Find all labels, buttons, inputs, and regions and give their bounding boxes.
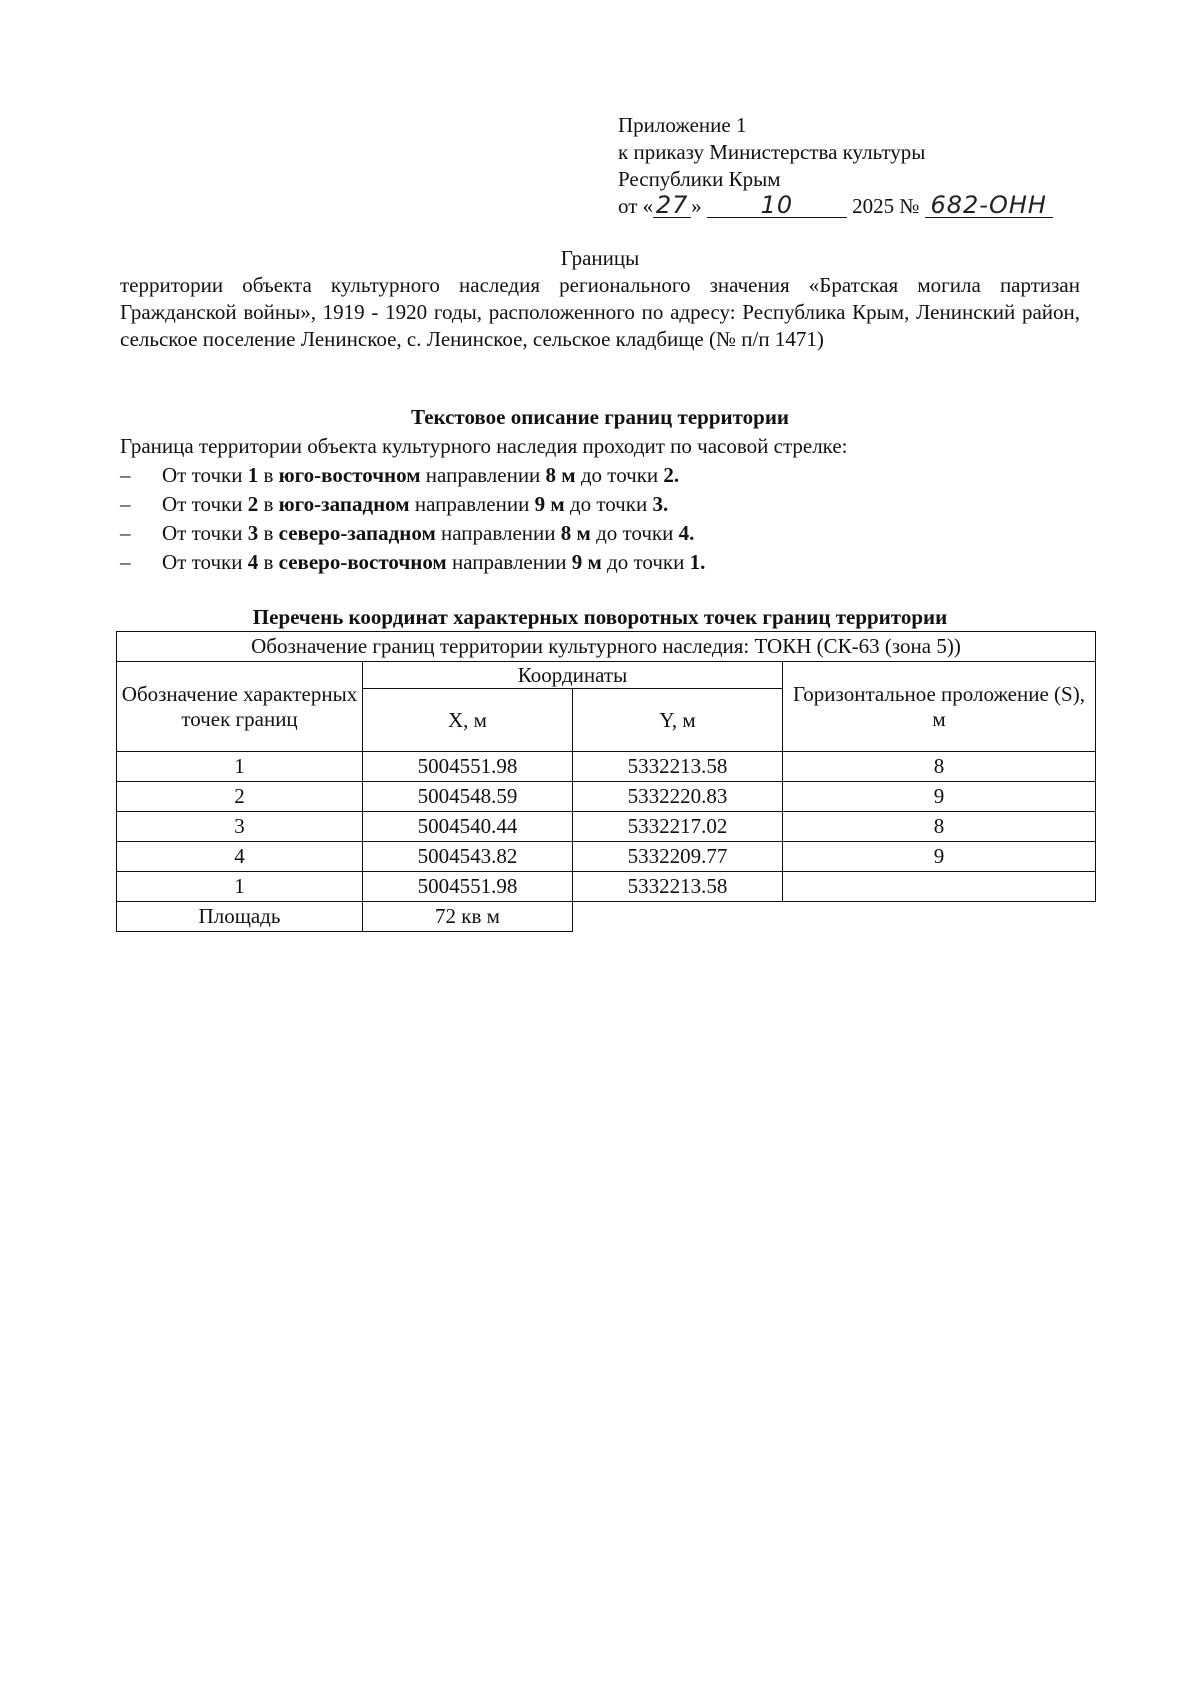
- cell-s: 8: [783, 752, 1096, 782]
- list-item: – От точки 2 в юго-западном направлении 9 м до точки 3.: [120, 490, 705, 519]
- date-year: 2025 №: [852, 194, 920, 218]
- step-distance: 9 м: [571, 550, 602, 574]
- date-month-handwritten: 10: [707, 193, 847, 218]
- cell-point: 2: [117, 782, 363, 812]
- page-title: Границы: [560, 246, 640, 270]
- table-banner: Обозначение границ территории культурного наследия: ТОКН (СК-63 (зона 5)): [117, 632, 1096, 662]
- cell-point: 4: [117, 842, 363, 872]
- list-item: – От точки 3 в северо-западном направлении 8 м до точки 4.: [120, 519, 705, 548]
- table-row: [117, 782, 1096, 812]
- list-dash: –: [120, 463, 131, 487]
- cell-s: 9: [783, 842, 1096, 872]
- area-label: Площадь: [117, 902, 363, 932]
- step-direction: юго-восточном: [278, 463, 421, 487]
- step-direction: северо-восточном: [278, 550, 447, 574]
- cell-point: 3: [117, 812, 363, 842]
- table-banner-row: [117, 632, 1096, 662]
- step-distance: 8 м: [545, 463, 576, 487]
- cell-s: [783, 872, 1096, 902]
- list-dash: –: [120, 492, 131, 516]
- date-mid: »: [691, 194, 702, 218]
- table-row: [117, 872, 1096, 902]
- appendix-region: Республики Крым: [618, 167, 781, 191]
- header-distance: Горизонтальное проложение (S), м: [783, 662, 1096, 752]
- description-heading: Текстовое описание границ территории: [410, 405, 790, 429]
- cell-x: 5004543.82: [363, 842, 573, 872]
- cell-s: 8: [783, 812, 1096, 842]
- cell-x: 5004540.44: [363, 812, 573, 842]
- cell-x: 5004551.98: [363, 872, 573, 902]
- date-prefix: от «: [618, 194, 654, 218]
- order-number-handwritten: 682-ОНН: [925, 193, 1053, 218]
- table-title: Перечень координат характерных поворотных точек границ территории: [252, 605, 948, 629]
- cell-y: 5332209.77: [573, 842, 783, 872]
- area-value: 72 кв м: [363, 902, 573, 932]
- cell-y: 5332220.83: [573, 782, 783, 812]
- table-area-row: [117, 902, 1096, 932]
- header-x: X, м: [363, 689, 573, 752]
- list-dash: –: [120, 521, 131, 545]
- cell-y: 5332217.02: [573, 812, 783, 842]
- step-distance: 8 м: [560, 521, 591, 545]
- step-distance: 9 м: [534, 492, 565, 516]
- cell-x: 5004551.98: [363, 752, 573, 782]
- cell-y: 5332213.58: [573, 872, 783, 902]
- coordinates-table: [116, 631, 1096, 932]
- list-item: – От точки 1 в юго-восточном направлении 8 м до точки 2.: [120, 461, 705, 490]
- cell-s: 9: [783, 782, 1096, 812]
- cell-y: 5332213.58: [573, 752, 783, 782]
- header-y: Y, м: [573, 689, 783, 752]
- boundary-steps-list: [120, 461, 705, 577]
- list-item: – От точки 4 в северо-восточном направлении 9 м до точки 1.: [120, 548, 705, 577]
- table-row: [117, 752, 1096, 782]
- table-header-row: [117, 662, 1096, 689]
- cell-point: 1: [117, 752, 363, 782]
- list-dash: –: [120, 550, 131, 574]
- appendix-date-line: [618, 193, 1053, 220]
- cell-point: 1: [117, 872, 363, 902]
- date-day-handwritten: 27: [653, 193, 691, 218]
- header-coordinates: Координаты: [363, 662, 783, 689]
- table-row: [117, 812, 1096, 842]
- appendix-number: Приложение 1: [618, 113, 747, 137]
- cell-x: 5004548.59: [363, 782, 573, 812]
- description-lead: Граница территории объекта культурного наследия проходит по часовой стрелке:: [120, 434, 848, 458]
- intro-paragraph: территории объекта культурного наследия регионального значения «Братская могила партизан Гражданской войны», 1919 - 1920 годы, расположенного по адресу: Республика Крым, Ленинский район, сельское поселение Ленинское, с. Ленинское, сельское кладбище (№ п/п 1471): [120, 273, 1080, 351]
- appendix-order-ref: к приказу Министерства культуры: [618, 140, 926, 164]
- table-row: [117, 842, 1096, 872]
- appendix-header: [618, 112, 1053, 220]
- step-direction: северо-западном: [278, 521, 436, 545]
- step-direction: юго-западном: [278, 492, 410, 516]
- header-points: Обозначение характерных точек границ: [117, 662, 363, 752]
